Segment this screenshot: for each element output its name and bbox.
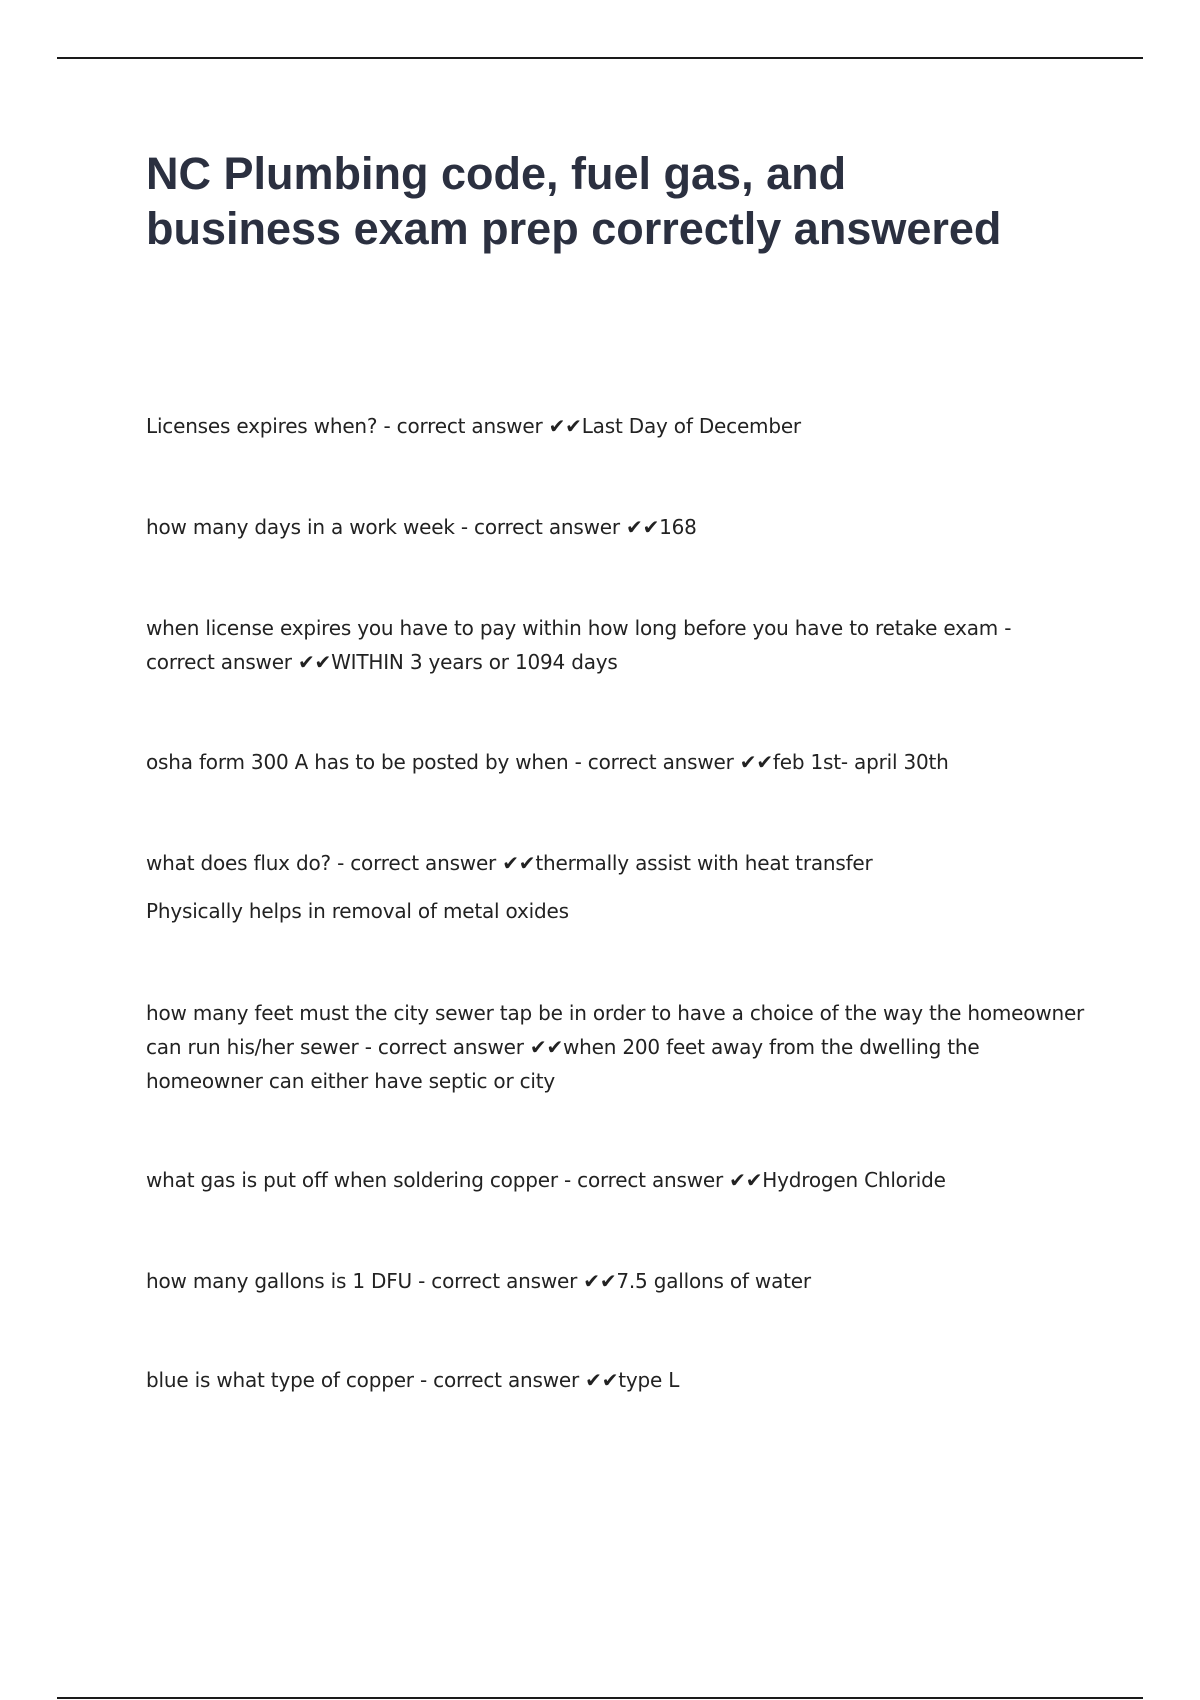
qa-text: blue is what type of copper - correct answer ✔✔type L	[146, 1368, 680, 1392]
qa-item	[146, 510, 1086, 544]
qa-text: what gas is put off when soldering copper - correct answer ✔✔Hydrogen Chloride	[146, 1168, 946, 1192]
page-title: NC Plumbing code, fuel gas, and business exam prep correctly answered	[146, 148, 1002, 254]
qa-text: when license expires you have to pay within how long before you have to retake exam - correct answer ✔✔WITHIN 3 years or 1094 days	[146, 616, 1012, 674]
bottom-rule	[57, 1697, 1143, 1699]
qa-item	[146, 1264, 1086, 1298]
qa-extra-text: Physically helps in removal of metal oxides	[146, 899, 569, 923]
qa-item	[146, 1163, 1086, 1197]
qa-item	[146, 1363, 1086, 1397]
qa-item	[146, 611, 1086, 679]
qa-text: how many feet must the city sewer tap be in order to have a choice of the way the homeowner can run his/her sewer - correct answer ✔✔when 200 feet away from the dwelling the homeowner can either have septic or city	[146, 1001, 1085, 1093]
qa-item	[146, 409, 1086, 443]
qa-item	[146, 996, 1086, 1098]
qa-item	[146, 745, 1086, 779]
qa-text: what does flux do? - correct answer ✔✔thermally assist with heat transfer	[146, 851, 873, 875]
qa-text: Licenses expires when? - correct answer ✔✔Last Day of December	[146, 414, 801, 438]
qa-text: how many gallons is 1 DFU - correct answer ✔✔7.5 gallons of water	[146, 1269, 811, 1293]
qa-text: how many days in a work week - correct answer ✔✔168	[146, 515, 697, 539]
top-rule	[57, 57, 1143, 59]
qa-item	[146, 846, 1086, 928]
qa-text: osha form 300 A has to be posted by when - correct answer ✔✔feb 1st- april 30th	[146, 750, 949, 774]
